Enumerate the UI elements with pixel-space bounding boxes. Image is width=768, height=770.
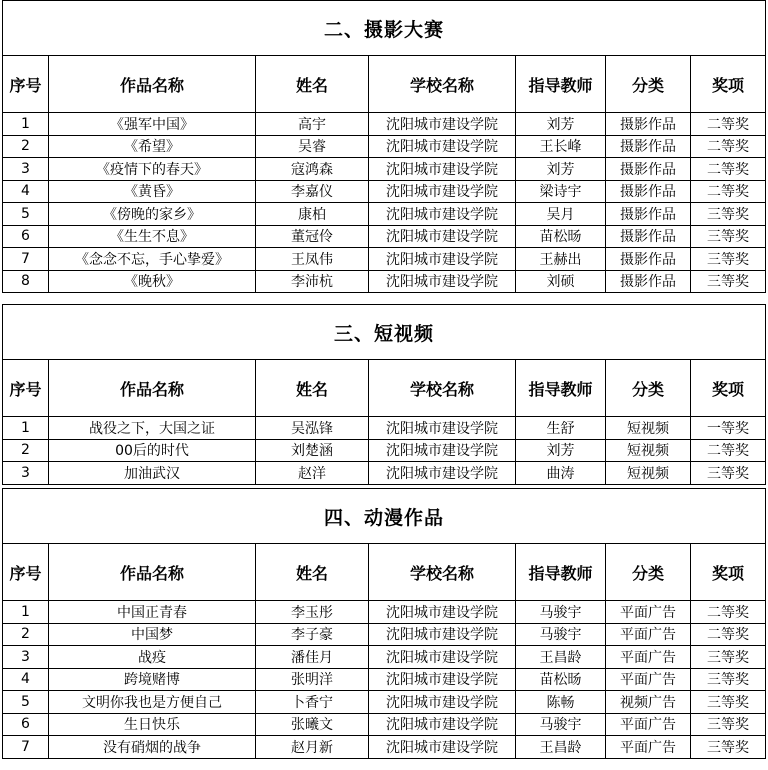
advisor-cell: 王长峰: [516, 135, 606, 158]
column-header: 分类: [606, 56, 691, 113]
seq-cell: 1: [3, 601, 49, 624]
advisor-cell: 王昌龄: [516, 646, 606, 669]
table-row: [3, 417, 766, 440]
seq-cell: 4: [3, 668, 49, 691]
school-name-cell: 沈阳城市建设学院: [369, 439, 516, 462]
table-row: [3, 691, 766, 714]
award-cell: 二等奖: [691, 601, 766, 624]
column-header: 学校名称: [369, 544, 516, 601]
section-table: [2, 488, 766, 759]
table-row: [3, 462, 766, 485]
student-name-cell: 李嘉仪: [256, 180, 369, 203]
seq-cell: 2: [3, 439, 49, 462]
category-cell: 摄影作品: [606, 113, 691, 136]
student-name-cell: 康柏: [256, 203, 369, 226]
section-title: 三、短视频: [3, 305, 766, 360]
student-name-cell: 刘楚涵: [256, 439, 369, 462]
column-header: 序号: [3, 56, 49, 113]
seq-cell: 5: [3, 691, 49, 714]
column-header-row: [3, 544, 766, 601]
award-cell: 三等奖: [691, 248, 766, 271]
student-name-cell: 吴泓锋: [256, 417, 369, 440]
student-name-cell: 吴睿: [256, 135, 369, 158]
student-name-cell: 张曦文: [256, 713, 369, 736]
table-row: [3, 601, 766, 624]
school-name-cell: 沈阳城市建设学院: [369, 713, 516, 736]
column-header: 作品名称: [49, 360, 256, 417]
category-cell: 摄影作品: [606, 248, 691, 271]
category-cell: 视频广告: [606, 691, 691, 714]
award-cell: 三等奖: [691, 736, 766, 759]
category-cell: 平面广告: [606, 601, 691, 624]
student-name-cell: 赵洋: [256, 462, 369, 485]
column-header: 学校名称: [369, 360, 516, 417]
work-title-cell: 《黄昏》: [49, 180, 256, 203]
section-table: [2, 304, 766, 485]
category-cell: 短视频: [606, 439, 691, 462]
work-title-cell: 跨境赌博: [49, 668, 256, 691]
award-cell: 二等奖: [691, 135, 766, 158]
school-name-cell: 沈阳城市建设学院: [369, 225, 516, 248]
table-row: [3, 225, 766, 248]
student-name-cell: 高宇: [256, 113, 369, 136]
work-title-cell: 生日快乐: [49, 713, 256, 736]
advisor-cell: 王昌龄: [516, 736, 606, 759]
table-row: [3, 646, 766, 669]
student-name-cell: 李子豪: [256, 623, 369, 646]
work-title-cell: 《傍晚的家乡》: [49, 203, 256, 226]
column-header-row: [3, 56, 766, 113]
category-cell: 平面广告: [606, 713, 691, 736]
table-row: [3, 135, 766, 158]
advisor-cell: 梁诗宇: [516, 180, 606, 203]
table-row: [3, 248, 766, 271]
category-cell: 短视频: [606, 417, 691, 440]
advisor-cell: 刘芳: [516, 158, 606, 181]
award-cell: 三等奖: [691, 668, 766, 691]
work-title-cell: 《希望》: [49, 135, 256, 158]
seq-cell: 6: [3, 225, 49, 248]
school-name-cell: 沈阳城市建设学院: [369, 668, 516, 691]
category-cell: 平面广告: [606, 736, 691, 759]
work-title-cell: 《疫情下的春天》: [49, 158, 256, 181]
table-row: [3, 113, 766, 136]
seq-cell: 3: [3, 462, 49, 485]
award-cell: 二等奖: [691, 439, 766, 462]
seq-cell: 2: [3, 135, 49, 158]
column-header: 指导教师: [516, 360, 606, 417]
table-row: [3, 668, 766, 691]
student-name-cell: 王凤伟: [256, 248, 369, 271]
school-name-cell: 沈阳城市建设学院: [369, 646, 516, 669]
category-cell: 平面广告: [606, 668, 691, 691]
column-header: 指导教师: [516, 544, 606, 601]
column-header: 奖项: [691, 56, 766, 113]
school-name-cell: 沈阳城市建设学院: [369, 158, 516, 181]
advisor-cell: 苗松旸: [516, 668, 606, 691]
award-cell: 三等奖: [691, 270, 766, 293]
section-title: 二、摄影大赛: [3, 1, 766, 56]
award-cell: 二等奖: [691, 623, 766, 646]
seq-cell: 7: [3, 736, 49, 759]
work-title-cell: 00后的时代: [49, 439, 256, 462]
school-name-cell: 沈阳城市建设学院: [369, 417, 516, 440]
school-name-cell: 沈阳城市建设学院: [369, 113, 516, 136]
category-cell: 摄影作品: [606, 180, 691, 203]
seq-cell: 1: [3, 417, 49, 440]
table-row: [3, 736, 766, 759]
school-name-cell: 沈阳城市建设学院: [369, 691, 516, 714]
school-name-cell: 沈阳城市建设学院: [369, 462, 516, 485]
seq-cell: 5: [3, 203, 49, 226]
advisor-cell: 马骏宇: [516, 601, 606, 624]
column-header: 序号: [3, 544, 49, 601]
advisor-cell: 曲涛: [516, 462, 606, 485]
award-cell: 三等奖: [691, 225, 766, 248]
work-title-cell: 没有硝烟的战争: [49, 736, 256, 759]
student-name-cell: 李玉彤: [256, 601, 369, 624]
section-title-row: [3, 305, 766, 360]
category-cell: 短视频: [606, 462, 691, 485]
work-title-cell: 战疫: [49, 646, 256, 669]
advisor-cell: 陈畅: [516, 691, 606, 714]
column-header-row: [3, 360, 766, 417]
work-title-cell: 《生生不息》: [49, 225, 256, 248]
seq-cell: 2: [3, 623, 49, 646]
section-title-row: [3, 1, 766, 56]
column-header: 分类: [606, 544, 691, 601]
student-name-cell: 董冠伶: [256, 225, 369, 248]
table-row: [3, 203, 766, 226]
advisor-cell: 王赫出: [516, 248, 606, 271]
table-row: [3, 713, 766, 736]
table-row: [3, 623, 766, 646]
category-cell: 摄影作品: [606, 270, 691, 293]
category-cell: 平面广告: [606, 623, 691, 646]
work-title-cell: 中国正青春: [49, 601, 256, 624]
work-title-cell: 文明你我也是方便自己: [49, 691, 256, 714]
advisor-cell: 刘芳: [516, 439, 606, 462]
advisor-cell: 生舒: [516, 417, 606, 440]
award-cell: 三等奖: [691, 646, 766, 669]
school-name-cell: 沈阳城市建设学院: [369, 623, 516, 646]
column-header: 作品名称: [49, 56, 256, 113]
school-name-cell: 沈阳城市建设学院: [369, 601, 516, 624]
seq-cell: 3: [3, 646, 49, 669]
award-cell: 三等奖: [691, 462, 766, 485]
school-name-cell: 沈阳城市建设学院: [369, 180, 516, 203]
student-name-cell: 赵月新: [256, 736, 369, 759]
seq-cell: 7: [3, 248, 49, 271]
advisor-cell: 马骏宇: [516, 623, 606, 646]
column-header: 分类: [606, 360, 691, 417]
award-cell: 一等奖: [691, 417, 766, 440]
award-cell: 二等奖: [691, 113, 766, 136]
student-name-cell: 潘佳月: [256, 646, 369, 669]
school-name-cell: 沈阳城市建设学院: [369, 248, 516, 271]
student-name-cell: 李沛杭: [256, 270, 369, 293]
advisor-cell: 马骏宇: [516, 713, 606, 736]
section-table: [2, 0, 766, 293]
award-cell: 二等奖: [691, 180, 766, 203]
seq-cell: 8: [3, 270, 49, 293]
table-row: [3, 180, 766, 203]
column-header: 序号: [3, 360, 49, 417]
seq-cell: 6: [3, 713, 49, 736]
seq-cell: 4: [3, 180, 49, 203]
award-cell: 三等奖: [691, 203, 766, 226]
award-cell: 三等奖: [691, 713, 766, 736]
advisor-cell: 苗松旸: [516, 225, 606, 248]
category-cell: 摄影作品: [606, 135, 691, 158]
column-header: 奖项: [691, 360, 766, 417]
award-cell: 二等奖: [691, 158, 766, 181]
section-title: 四、动漫作品: [3, 489, 766, 544]
column-header: 姓名: [256, 360, 369, 417]
category-cell: 平面广告: [606, 646, 691, 669]
category-cell: 摄影作品: [606, 158, 691, 181]
school-name-cell: 沈阳城市建设学院: [369, 736, 516, 759]
award-cell: 三等奖: [691, 691, 766, 714]
student-name-cell: 寇鸿森: [256, 158, 369, 181]
student-name-cell: 张明洋: [256, 668, 369, 691]
column-header: 奖项: [691, 544, 766, 601]
school-name-cell: 沈阳城市建设学院: [369, 203, 516, 226]
column-header: 姓名: [256, 56, 369, 113]
work-title-cell: 《强军中国》: [49, 113, 256, 136]
table-row: [3, 439, 766, 462]
student-name-cell: 卜香宁: [256, 691, 369, 714]
seq-cell: 1: [3, 113, 49, 136]
school-name-cell: 沈阳城市建设学院: [369, 135, 516, 158]
advisor-cell: 刘硕: [516, 270, 606, 293]
column-header: 指导教师: [516, 56, 606, 113]
work-title-cell: 中国梦: [49, 623, 256, 646]
advisor-cell: 刘芳: [516, 113, 606, 136]
column-header: 姓名: [256, 544, 369, 601]
table-row: [3, 270, 766, 293]
section-title-row: [3, 489, 766, 544]
work-title-cell: 《晚秋》: [49, 270, 256, 293]
column-header: 学校名称: [369, 56, 516, 113]
table-row: [3, 158, 766, 181]
school-name-cell: 沈阳城市建设学院: [369, 270, 516, 293]
work-title-cell: 战役之下，大国之证: [49, 417, 256, 440]
column-header: 作品名称: [49, 544, 256, 601]
advisor-cell: 吴月: [516, 203, 606, 226]
seq-cell: 3: [3, 158, 49, 181]
category-cell: 摄影作品: [606, 225, 691, 248]
category-cell: 摄影作品: [606, 203, 691, 226]
work-title-cell: 《念念不忘，手心挚爱》: [49, 248, 256, 271]
work-title-cell: 加油武汉: [49, 462, 256, 485]
